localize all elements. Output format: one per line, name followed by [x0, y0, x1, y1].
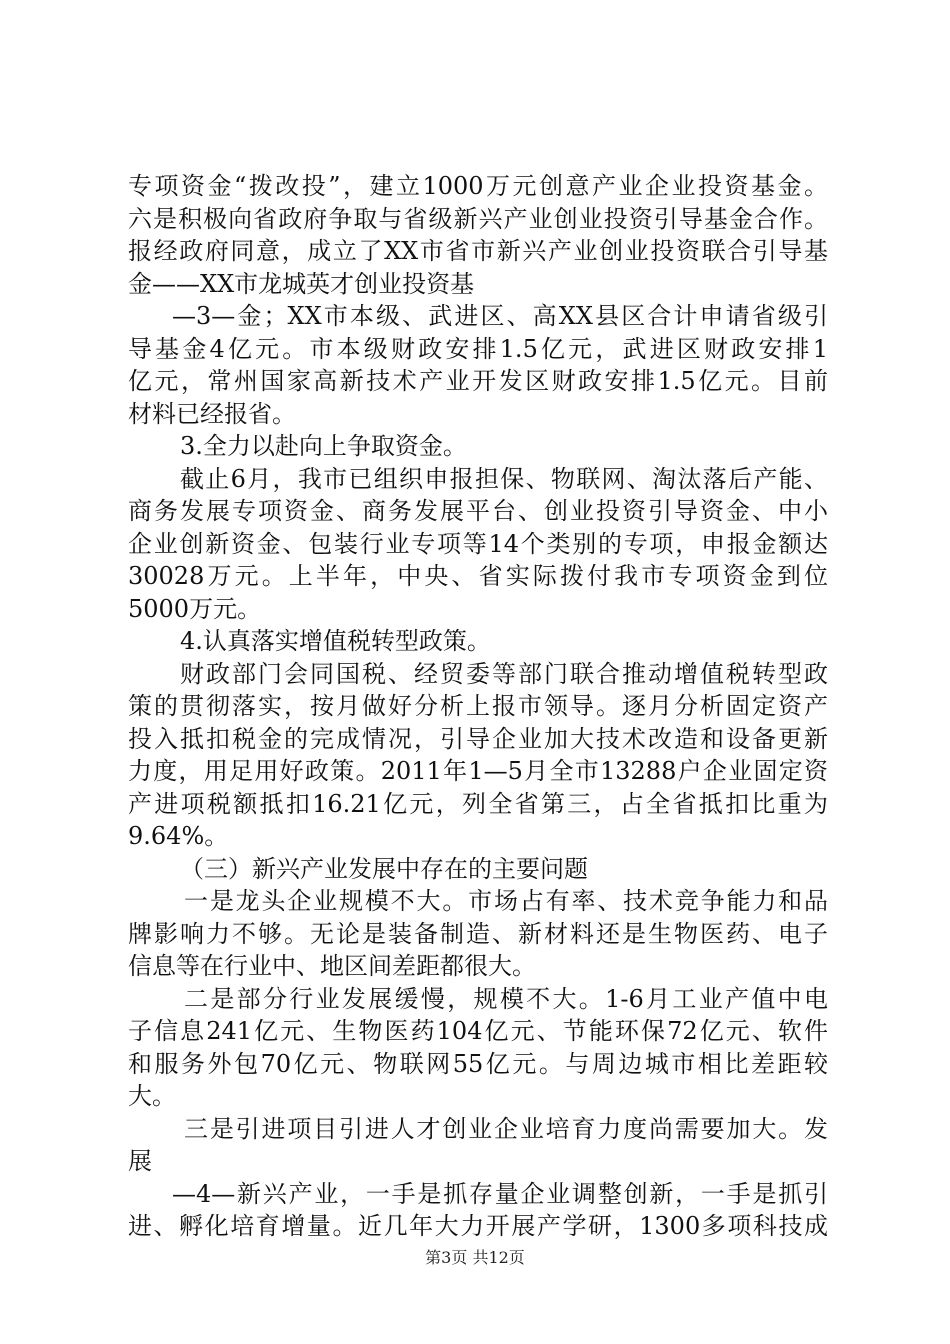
text-line: 9.64%。: [128, 822, 229, 850]
text-line: 三是引进项目引进人才创业企业培育力度尚需要加大。发: [184, 1114, 828, 1143]
text-line: 亿元，常州国家高新技术产业开发区财政安排1.5亿元。目前: [128, 367, 828, 395]
text-line: 商务发展专项资金、商务发展平台、创业投资引导资金、中小: [128, 497, 828, 525]
text-line: 导基金4亿元。市本级财政安排1.5亿元，武进区财政安排1: [128, 334, 828, 363]
section-heading: （三）新兴产业发展中存在的主要问题: [180, 854, 588, 883]
text-line: —4—新兴产业，一手是抓存量企业调整创新，一手是抓引: [172, 1179, 828, 1208]
text-line: 30028万元。上半年，中央、省实际拨付我市专项资金到位: [128, 562, 828, 590]
text-line: 信息等在行业中、地区间差距都很大。: [128, 952, 536, 980]
text-line: 截止6月，我市已组织申报担保、物联网、淘汰落后产能、: [180, 464, 828, 493]
text-line: 牌影响力不够。无论是装备制造、新材料还是生物医药、电子: [128, 919, 828, 948]
text-line: 进、孵化培育增量。近几年大力开展产学研，1300多项科技成: [128, 1212, 828, 1240]
text-line: 展: [128, 1147, 152, 1175]
text-line: 专项资金“拨改投”，建立1000万元创意产业企业投资基金。: [128, 172, 828, 200]
text-line: 5000万元。: [128, 594, 262, 623]
text-line: 材料已经报省。: [128, 399, 296, 428]
text-line: 金——XX市龙城英才创业投资基: [128, 269, 475, 298]
text-line: 力度，用足用好政策。2011年1—5月全市13288户企业固定资: [128, 757, 828, 785]
text-line: 一是龙头企业规模不大。市场占有率、技术竞争能力和品: [184, 887, 828, 915]
text-line: 报经政府同意，成立了XX市省市新兴产业创业投资联合引导基: [128, 237, 828, 265]
text-line: 和服务外包70亿元、物联网55亿元。与周边城市相比差距较: [128, 1049, 828, 1078]
text-line: 六是积极向省政府争取与省级新兴产业创业投资引导基金合作。: [128, 204, 828, 233]
page-number-footer: 第3页 共12页: [425, 1248, 525, 1267]
document-body: [128, 170, 828, 1243]
text-line: —3—金；XX市本级、武进区、高XX县区合计申请省级引: [172, 302, 828, 330]
section-heading: 4.认真落实增值税转型政策。: [180, 627, 491, 655]
text-line: 大。: [128, 1082, 176, 1110]
text-line: 子信息241亿元、生物医药104亿元、节能环保72亿元、软件: [128, 1017, 828, 1045]
text-line: 策的贯彻落实，按月做好分析上报市领导。逐月分析固定资产: [128, 692, 828, 720]
section-heading: 3.全力以赴向上争取资金。: [180, 432, 467, 460]
text-line: 投入抵扣税金的完成情况，引导企业加大技术改造和设备更新: [128, 724, 828, 753]
text-line: 二是部分行业发展缓慢，规模不大。1-6月工业产值中电: [184, 984, 828, 1013]
text-line: 产进项税额抵扣16.21亿元，列全省第三，占全省抵扣比重为: [128, 789, 828, 818]
text-line: 财政部门会同国税、经贸委等部门联合推动增值税转型政: [180, 659, 828, 688]
text-line: 企业创新资金、包装行业专项等14个类别的专项，申报金额达: [128, 529, 828, 558]
